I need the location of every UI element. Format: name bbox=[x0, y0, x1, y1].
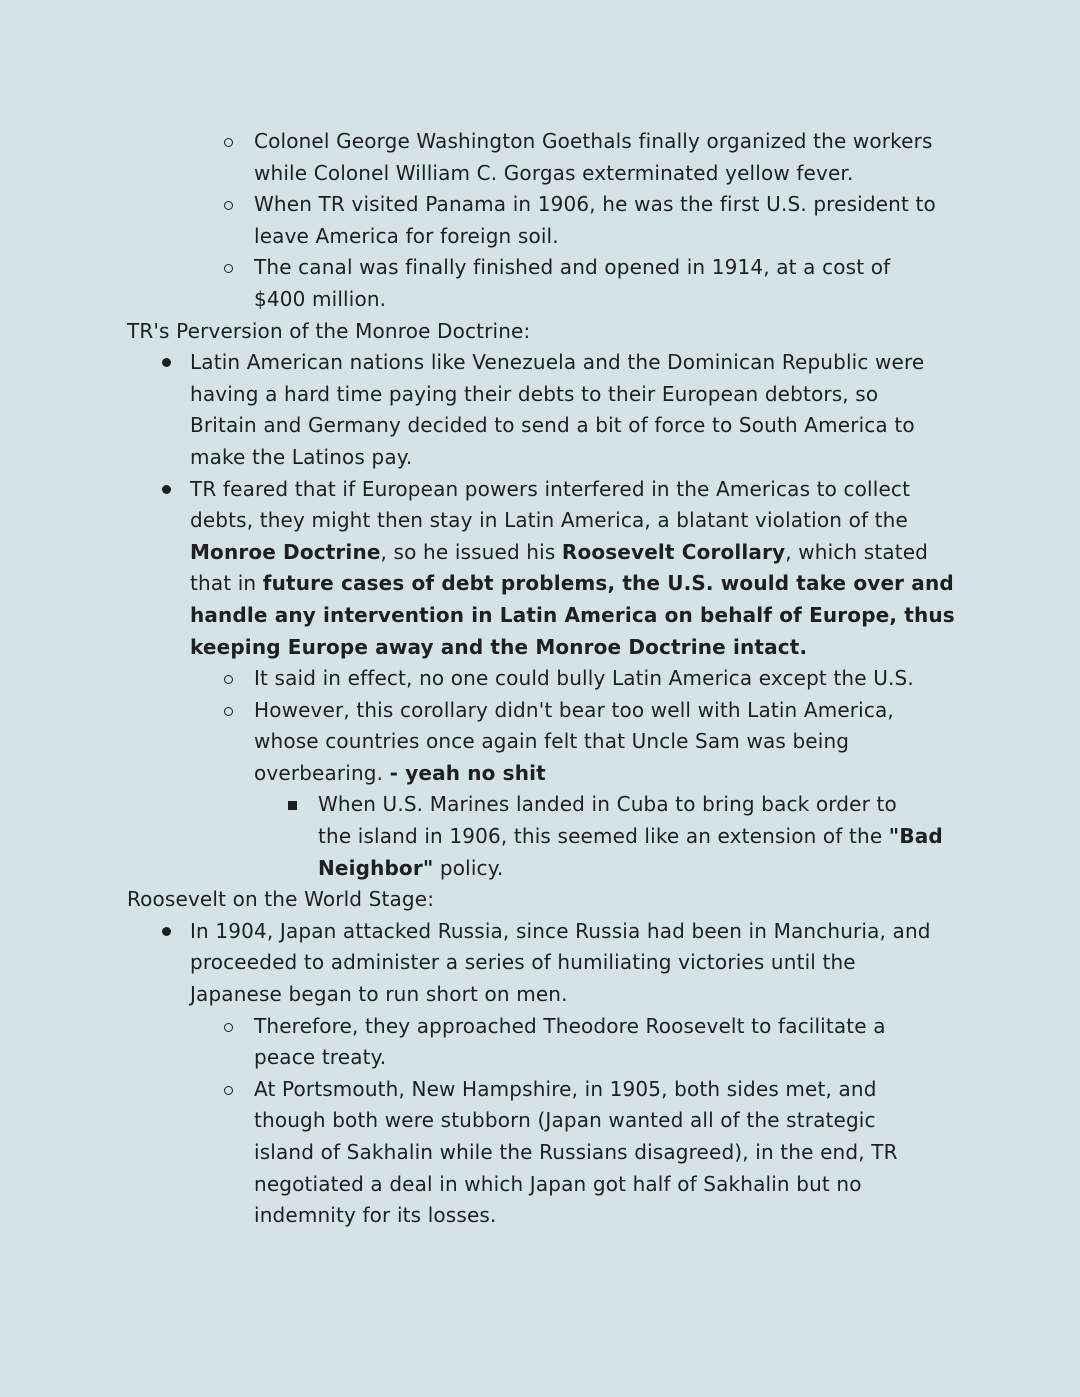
hollow-circle-bullet-icon bbox=[224, 707, 233, 716]
list-item-marines-cuba bbox=[318, 789, 1080, 884]
bold-text: keeping Europe away and the Monroe Doctrine intact. bbox=[190, 634, 808, 659]
text-line: island of Sakhalin while the Russians disagreed), in the end, TR bbox=[254, 1140, 898, 1164]
text-line bbox=[318, 853, 1080, 885]
text-span: the island in 1906, this seemed like an extension of the bbox=[318, 824, 889, 849]
bold-text: future cases of debt problems, the U.S. would take over and bbox=[262, 571, 954, 596]
text-line bbox=[318, 821, 1080, 853]
bold-term-bad: "Bad bbox=[888, 824, 943, 849]
hollow-circle-bullet-icon bbox=[224, 1023, 233, 1032]
list-item-roosevelt-corollary bbox=[190, 474, 1080, 664]
text-line: negotiated a deal in which Japan got half of Sakhalin but no bbox=[254, 1171, 862, 1196]
text-line: However, this corollary didn't bear too well with Latin America, bbox=[254, 697, 894, 722]
text-line: When TR visited Panama in 1906, he was the first U.S. president to bbox=[254, 192, 936, 217]
section-heading-world-stage: Roosevelt on the World Stage: bbox=[127, 887, 435, 912]
list-item-bully bbox=[254, 663, 1080, 695]
text-span: policy. bbox=[433, 855, 504, 880]
section-heading-monroe: TR's Perversion of the Monroe Doctrine: bbox=[127, 318, 531, 343]
text-line: Latin American nations like Venezuela and the Dominican Republic were bbox=[190, 350, 925, 375]
text-span: that in bbox=[190, 571, 263, 596]
text-line: When U.S. Marines landed in Cuba to bring back order to bbox=[318, 792, 897, 817]
text-line: It said in effect, no one could bully Latin America except the U.S. bbox=[254, 666, 914, 691]
text-line: having a hard time paying their debts to their European debtors, so bbox=[190, 381, 879, 406]
list-item-latin-debts bbox=[190, 347, 1080, 473]
text-span: overbearing. bbox=[254, 760, 390, 785]
bold-comment: - yeah no shit bbox=[389, 760, 546, 785]
text-line bbox=[190, 600, 1080, 632]
text-line: while Colonel William C. Gorgas exterminated yellow fever. bbox=[254, 160, 854, 185]
hollow-circle-bullet-icon bbox=[224, 1086, 233, 1095]
bold-term-roosevelt-corollary: Roosevelt Corollary bbox=[561, 539, 786, 564]
filled-circle-bullet-icon bbox=[162, 927, 171, 936]
hollow-circle-bullet-icon bbox=[224, 675, 233, 684]
text-line: make the Latinos pay. bbox=[190, 444, 413, 469]
bold-text: handle any intervention in Latin America on behalf of Europe, thus bbox=[190, 602, 955, 627]
text-line: Colonel George Washington Goethals finally organized the workers bbox=[254, 129, 933, 153]
text-line: debts, they might then stay in Latin America, a blatant violation of the bbox=[190, 508, 908, 533]
hollow-circle-bullet-icon bbox=[224, 264, 233, 273]
bold-term-neighbor: Neighbor" bbox=[318, 855, 434, 880]
text-line: At Portsmouth, New Hampshire, in 1905, both sides met, and bbox=[254, 1076, 877, 1101]
list-item-goethals bbox=[254, 126, 1080, 189]
text-line bbox=[254, 758, 1080, 790]
text-span: , which stated bbox=[785, 539, 929, 564]
list-item-portsmouth bbox=[254, 1074, 1080, 1232]
text-line: TR feared that if European powers interfered in the Americas to collect bbox=[190, 476, 911, 501]
text-line bbox=[190, 632, 1080, 664]
notes-content bbox=[0, 126, 1080, 1232]
text-line bbox=[190, 568, 1080, 600]
text-line: proceeded to administer a series of humiliating victories until the bbox=[190, 950, 856, 975]
list-item-canal-finished bbox=[254, 252, 1080, 315]
bold-term-monroe-doctrine: Monroe Doctrine bbox=[190, 539, 381, 564]
text-line: though both were stubborn (Japan wanted all of the strategic bbox=[254, 1108, 876, 1133]
text-line bbox=[190, 537, 1080, 569]
hollow-circle-bullet-icon bbox=[224, 201, 233, 210]
list-item-corollary-reaction bbox=[254, 695, 1080, 790]
filled-circle-bullet-icon bbox=[162, 485, 171, 494]
filled-circle-bullet-icon bbox=[162, 358, 171, 367]
text-line: leave America for foreign soil. bbox=[254, 223, 559, 248]
hollow-circle-bullet-icon bbox=[224, 138, 233, 147]
list-item-russo-japanese-war bbox=[190, 916, 1080, 1011]
text-line: peace treaty. bbox=[254, 1045, 387, 1070]
text-line: In 1904, Japan attacked Russia, since Russia had been in Manchuria, and bbox=[190, 918, 931, 943]
text-line: Japanese began to run short on men. bbox=[190, 982, 568, 1007]
text-line: whose countries once again felt that Uncle Sam was being bbox=[254, 729, 850, 754]
text-span: , so he issued his bbox=[380, 539, 562, 564]
filled-square-bullet-icon bbox=[288, 801, 297, 810]
text-line: The canal was finally finished and opened in 1914, at a cost of bbox=[254, 255, 891, 280]
text-line: Therefore, they approached Theodore Roosevelt to facilitate a bbox=[254, 1013, 886, 1038]
list-item-tr-visit bbox=[254, 189, 1080, 252]
text-line: indemnity for its losses. bbox=[254, 1203, 497, 1228]
text-line: $400 million. bbox=[254, 286, 387, 311]
list-item-peace-treaty bbox=[254, 1011, 1080, 1074]
text-line: Britain and Germany decided to send a bit of force to South America to bbox=[190, 413, 915, 438]
